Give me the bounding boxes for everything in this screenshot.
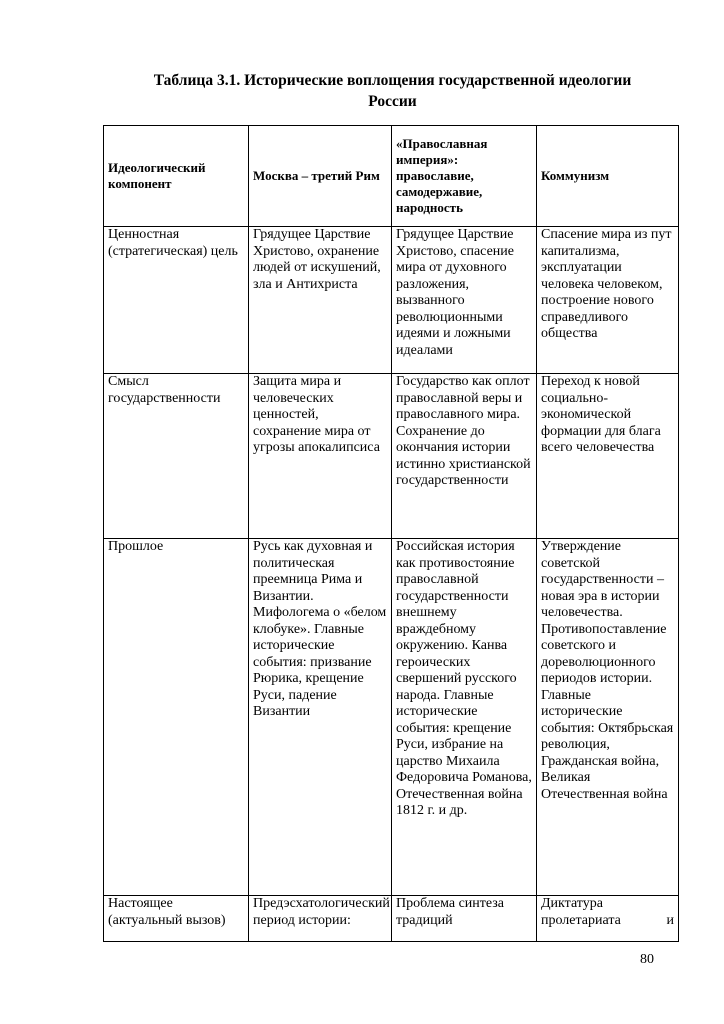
page-number: 80 — [640, 952, 654, 967]
table-row-value-goal — [104, 227, 679, 374]
cell-communism: Переход к новой социально-экономической формации для блага всего человечества — [537, 374, 679, 539]
header-communism: Коммунизм — [537, 126, 679, 227]
cell-empire: Российская история как противостояние православной государственности внешнему враждебному окружению. Канва героических свершений русского народа. Главные исторические события: крещение Руси, избрание на царство Михаила Федоровича Романова, Отечественная война 1812 г. и др. — [392, 539, 537, 896]
table-caption — [100, 70, 685, 112]
cell-moscow: Русь как духовная и политическая преемница Рима и Византии. Мифологема о «белом клобуке». Главные исторические события: призвание Рюрика, крещение Руси, падение Византии — [249, 539, 392, 896]
cell-communism: Спасение мира из пут капитализма, эксплуатации человека человеком, построение нового справедливого общества — [537, 227, 679, 374]
table-row-statehood — [104, 374, 679, 539]
table-caption-line-1: Таблица 3.1. Исторические воплощения государственной идеологии — [153, 72, 632, 89]
cell-empire: Государство как оплот православной веры и православного мира. Сохранение до окончания истории истинно христианской государственности — [392, 374, 537, 539]
table-caption-line-2: России — [368, 93, 417, 110]
cell-component: Ценностная (стратегическая) цель — [104, 227, 249, 374]
cell-component: Настоящее (актуальный вызов) — [104, 896, 249, 942]
header-moscow: Москва – третий Рим — [249, 126, 392, 227]
header-row — [104, 126, 679, 227]
cell-component: Смысл государственности — [104, 374, 249, 539]
cell-moscow: Предэсхатологический период истории: — [249, 896, 392, 942]
table-row-present — [104, 896, 679, 942]
cell-communism — [537, 896, 679, 942]
ideology-table — [103, 125, 679, 942]
header-component: Идеологический компонент — [104, 126, 249, 227]
header-empire: «Православная империя»: православие, самодержавие, народность — [392, 126, 537, 227]
cell-empire: Проблема синтеза традиций — [392, 896, 537, 942]
cell-communism-text: Диктатура пролетариата и — [541, 896, 674, 928]
table-row-past — [104, 539, 679, 896]
cell-moscow: Грядущее Царствие Христово, охранение людей от искушений, зла и Антихриста — [249, 227, 392, 374]
cell-empire: Грядущее Царствие Христово, спасение мира от духовного разложения, вызванного революционными идеями и ложными идеалами — [392, 227, 537, 374]
cell-moscow: Защита мира и человеческих ценностей, сохранение мира от угрозы апокалипсиса — [249, 374, 392, 539]
cell-component: Прошлое — [104, 539, 249, 896]
cell-communism: Утверждение советской государственности – новая эра в истории человечества. Противопоставление советского и дореволюционного периодов истории. Главные исторические события: Октябрьская революция, Гражданская война, Великая Отечественная война — [537, 539, 679, 896]
